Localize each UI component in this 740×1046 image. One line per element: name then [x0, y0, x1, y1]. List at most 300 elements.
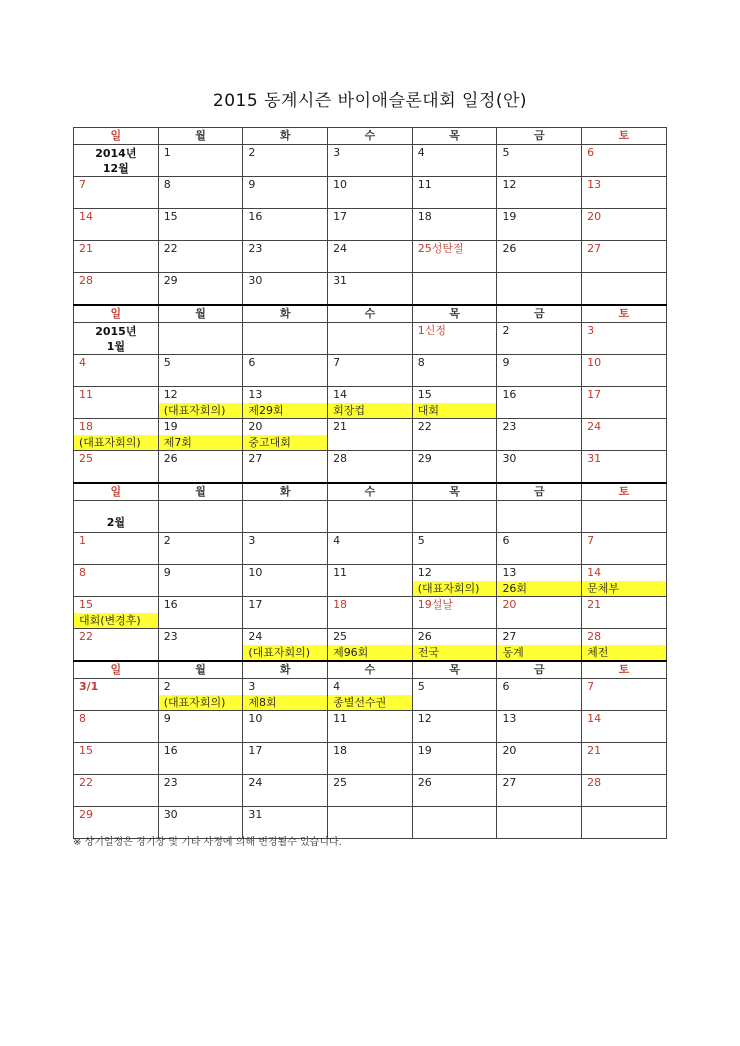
- day-cell: [74, 387, 159, 419]
- day-number: 27: [587, 242, 602, 255]
- weekday-header: 금: [497, 661, 582, 679]
- day-number: 29: [79, 808, 93, 821]
- day-cell: [582, 177, 667, 209]
- day-number: 4: [417, 146, 425, 159]
- day-number: 5: [502, 146, 510, 159]
- day-number: 6: [587, 146, 595, 159]
- day-cell: [497, 807, 582, 839]
- day-number: 15: [417, 388, 432, 401]
- month-label: 1월: [106, 340, 125, 353]
- day-number: 18: [333, 744, 348, 757]
- weekday-header: 월: [158, 661, 243, 679]
- day-number: 7: [333, 356, 341, 369]
- day-number: 10: [333, 178, 348, 191]
- day-cell: [328, 419, 413, 451]
- weekday-header: 토: [582, 305, 667, 323]
- event-label: 문체부: [582, 581, 666, 596]
- day-cell: [497, 597, 582, 629]
- day-cell: [497, 323, 582, 355]
- day-cell: [412, 743, 497, 775]
- day-cell: [412, 273, 497, 306]
- day-number: 11: [333, 712, 348, 725]
- day-number: 12: [417, 566, 432, 579]
- week-row: [74, 679, 667, 711]
- day-number: 15: [79, 598, 93, 611]
- day-number: 2: [163, 534, 171, 547]
- day-number: 8: [79, 712, 86, 725]
- day-number: 28: [79, 274, 93, 287]
- day-number: 11: [79, 388, 93, 401]
- day-cell: [412, 533, 497, 565]
- day-number: 14: [587, 566, 602, 579]
- event-label: 제8회: [243, 695, 327, 710]
- day-number: 24: [587, 420, 602, 433]
- day-cell: [158, 629, 243, 662]
- day-cell: [74, 597, 159, 629]
- day-cell: [412, 177, 497, 209]
- week-row: [74, 711, 667, 743]
- event-label: (대표자회의): [159, 695, 243, 710]
- weekday-header: 목: [412, 661, 497, 679]
- day-number: 31: [333, 274, 348, 287]
- day-number: 6: [248, 356, 256, 369]
- day-cell: [328, 565, 413, 597]
- day-number: 27: [502, 630, 517, 643]
- day-number: 19: [502, 210, 517, 223]
- day-cell: [243, 565, 328, 597]
- day-cell: [328, 711, 413, 743]
- day-cell: [158, 679, 243, 711]
- day-cell: [582, 629, 667, 662]
- day-cell: [582, 501, 667, 533]
- weekday-header: 수: [328, 483, 413, 501]
- day-number: 3: [587, 324, 595, 337]
- day-number: 24: [248, 776, 263, 789]
- day-number: 23: [163, 776, 178, 789]
- day-number: 31: [248, 808, 263, 821]
- month-label: 2014년: [95, 147, 137, 160]
- day-number: 24: [333, 242, 348, 255]
- day-number: 6: [502, 680, 510, 693]
- day-cell: [412, 775, 497, 807]
- day-cell: [497, 355, 582, 387]
- day-number: 25: [333, 630, 348, 643]
- day-cell: [497, 419, 582, 451]
- day-number: 8: [163, 178, 171, 191]
- day-cell: [158, 323, 243, 355]
- weekday-header: 수: [328, 305, 413, 323]
- week-row: [74, 177, 667, 209]
- day-number: 13: [248, 388, 263, 401]
- day-cell: [74, 145, 159, 177]
- day-number: 13: [502, 566, 517, 579]
- weekday-header: 토: [582, 661, 667, 679]
- day-number: 13: [502, 712, 517, 725]
- weekday-header-row: [74, 305, 667, 323]
- day-cell: [328, 501, 413, 533]
- day-number: 14: [587, 712, 602, 725]
- day-cell: [74, 711, 159, 743]
- day-number: 2: [248, 146, 256, 159]
- day-cell: [582, 807, 667, 839]
- day-cell: [412, 209, 497, 241]
- weekday-header: 일: [74, 661, 159, 679]
- day-cell: [412, 387, 497, 419]
- day-number: 9: [163, 566, 171, 579]
- day-cell: [328, 533, 413, 565]
- day-cell: [497, 177, 582, 209]
- day-number: 13: [587, 178, 602, 191]
- weekday-header-row: [74, 128, 667, 145]
- day-cell: [158, 241, 243, 273]
- day-number: 26: [163, 452, 178, 465]
- day-number: 26: [417, 630, 432, 643]
- day-number: 17: [333, 210, 348, 223]
- day-cell: [412, 355, 497, 387]
- month-label: 2015년: [95, 325, 137, 338]
- day-cell: [582, 323, 667, 355]
- footnote: ※ 상기일정은 경기장 및 기타 사정에 의해 변경될수 있습니다.: [73, 837, 342, 848]
- day-cell: [497, 629, 582, 662]
- day-number: 12: [417, 712, 432, 725]
- day-cell: [158, 565, 243, 597]
- day-cell: [243, 711, 328, 743]
- day-number: 10: [587, 356, 602, 369]
- day-number: 16: [248, 210, 263, 223]
- day-cell: [412, 629, 497, 662]
- weekday-header: 금: [497, 483, 582, 501]
- weekday-header: 토: [582, 128, 667, 145]
- day-cell: [328, 629, 413, 662]
- day-cell: [243, 323, 328, 355]
- day-cell: [412, 501, 497, 533]
- day-cell: [243, 273, 328, 306]
- day-number: 20: [248, 420, 263, 433]
- weekday-header-row: [74, 661, 667, 679]
- week-row: [74, 629, 667, 662]
- day-number: 3: [333, 146, 341, 159]
- day-cell: [582, 355, 667, 387]
- weekday-header: 수: [328, 661, 413, 679]
- day-number: 28: [587, 776, 602, 789]
- day-number: 14: [79, 210, 93, 223]
- event-label: 전국: [413, 645, 497, 660]
- day-cell: [158, 501, 243, 533]
- day-cell: [74, 419, 159, 451]
- day-cell: [582, 775, 667, 807]
- day-cell: [328, 451, 413, 484]
- day-cell: [74, 743, 159, 775]
- weekday-header: 화: [243, 305, 328, 323]
- month-label: 12월: [102, 162, 129, 175]
- day-cell: [158, 775, 243, 807]
- weekday-header: 화: [243, 661, 328, 679]
- day-cell: [158, 273, 243, 306]
- day-number: 9: [163, 712, 171, 725]
- week-row: [74, 743, 667, 775]
- day-number: 30: [163, 808, 178, 821]
- day-cell: [582, 387, 667, 419]
- day-number: 16: [163, 598, 178, 611]
- day-number: 19: [417, 744, 432, 757]
- day-cell: [243, 145, 328, 177]
- day-number: 3: [248, 534, 256, 547]
- week-row: [74, 323, 667, 355]
- day-number: 8: [79, 566, 86, 579]
- day-number: 19설날: [417, 598, 453, 611]
- day-cell: [412, 419, 497, 451]
- day-cell: [74, 241, 159, 273]
- day-number: 5: [417, 534, 425, 547]
- day-number: 18: [417, 210, 432, 223]
- day-cell: [412, 565, 497, 597]
- day-number: 9: [502, 356, 510, 369]
- week-row: [74, 775, 667, 807]
- week-row: [74, 209, 667, 241]
- day-number: 16: [502, 388, 517, 401]
- day-cell: [158, 209, 243, 241]
- event-label: (대표자회의): [243, 645, 327, 660]
- day-cell: [158, 711, 243, 743]
- day-number: 17: [587, 388, 602, 401]
- day-cell: [497, 209, 582, 241]
- day-cell: [497, 679, 582, 711]
- day-cell: [243, 629, 328, 662]
- week-row: [74, 565, 667, 597]
- day-cell: [328, 145, 413, 177]
- weekday-header: 목: [412, 128, 497, 145]
- event-label: (대표자회의): [413, 581, 497, 596]
- weekday-header: 월: [158, 305, 243, 323]
- day-cell: [243, 355, 328, 387]
- day-cell: [582, 711, 667, 743]
- week-row: [74, 355, 667, 387]
- event-label: 체전: [582, 645, 666, 660]
- day-cell: [243, 419, 328, 451]
- day-cell: [328, 355, 413, 387]
- day-number: 24: [248, 630, 263, 643]
- day-cell: [74, 209, 159, 241]
- page-title: 2015 동계시즌 바이애슬론대회 일정(안): [212, 91, 528, 111]
- day-cell: [74, 273, 159, 306]
- day-cell: [582, 565, 667, 597]
- event-label: 중고대회: [243, 435, 327, 450]
- day-cell: [158, 145, 243, 177]
- day-cell: [328, 241, 413, 273]
- day-cell: [497, 241, 582, 273]
- day-number: 7: [587, 534, 595, 547]
- day-number: 30: [502, 452, 517, 465]
- day-cell: [243, 775, 328, 807]
- day-cell: [412, 807, 497, 839]
- event-label: (대표자회의): [74, 435, 158, 450]
- day-number: 8: [417, 356, 425, 369]
- day-number: 4: [79, 356, 86, 369]
- weekday-header: 금: [497, 128, 582, 145]
- schedule-calendar: [73, 127, 667, 839]
- day-cell: [412, 597, 497, 629]
- day-cell: [582, 743, 667, 775]
- weekday-header: 화: [243, 483, 328, 501]
- day-cell: [74, 565, 159, 597]
- day-cell: [243, 241, 328, 273]
- day-number: 20: [502, 744, 517, 757]
- day-number: 25: [79, 452, 93, 465]
- day-cell: [412, 451, 497, 484]
- day-number: 22: [79, 776, 93, 789]
- day-cell: [412, 711, 497, 743]
- day-number: 26: [417, 776, 432, 789]
- day-cell: [582, 419, 667, 451]
- event-label: 동계: [497, 645, 581, 660]
- day-number: 16: [163, 744, 178, 757]
- day-number: 15: [79, 744, 93, 757]
- week-row: [74, 597, 667, 629]
- day-cell: [243, 209, 328, 241]
- day-number: 20: [587, 210, 602, 223]
- day-number: 3: [248, 680, 256, 693]
- event-label: (대표자회의): [159, 403, 243, 418]
- day-number: 30: [248, 274, 263, 287]
- day-number: 14: [333, 388, 348, 401]
- day-cell: [582, 597, 667, 629]
- week-row: [74, 501, 667, 533]
- day-number: 23: [163, 630, 178, 643]
- day-number: 18: [79, 420, 93, 433]
- day-number: 5: [163, 356, 171, 369]
- day-number: 25성탄절: [417, 242, 464, 255]
- day-cell: [243, 743, 328, 775]
- week-row: [74, 241, 667, 273]
- day-number: 25: [333, 776, 348, 789]
- day-cell: [74, 323, 159, 355]
- day-cell: [158, 419, 243, 451]
- event-label: 제29회: [243, 403, 327, 418]
- event-label: 종별선수권: [328, 695, 412, 710]
- day-cell: [158, 743, 243, 775]
- day-number: 9: [248, 178, 256, 191]
- day-cell: [497, 273, 582, 306]
- weekday-header: 일: [74, 128, 159, 145]
- day-number: 10: [248, 712, 263, 725]
- calendar-body: [74, 128, 667, 839]
- day-cell: [158, 387, 243, 419]
- day-number: 7: [587, 680, 595, 693]
- month-label: 2월: [106, 516, 125, 529]
- day-cell: [243, 679, 328, 711]
- day-number: 29: [163, 274, 178, 287]
- day-cell: [582, 679, 667, 711]
- day-cell: [74, 355, 159, 387]
- day-number: 27: [248, 452, 263, 465]
- day-number: 11: [417, 178, 432, 191]
- day-cell: [243, 533, 328, 565]
- day-cell: [243, 501, 328, 533]
- day-number: 26: [502, 242, 517, 255]
- day-number: 17: [248, 744, 263, 757]
- day-number: 4: [333, 534, 341, 547]
- event-label: 회장컵: [328, 403, 412, 418]
- weekday-header-row: [74, 483, 667, 501]
- day-number: 12: [502, 178, 517, 191]
- day-number: 3/1: [79, 680, 99, 693]
- day-number: 21: [587, 744, 602, 757]
- day-number: 19: [163, 420, 178, 433]
- day-number: 23: [502, 420, 517, 433]
- day-cell: [497, 451, 582, 484]
- event-label: 대회(변경후): [74, 613, 158, 628]
- day-cell: [74, 679, 159, 711]
- day-cell: [582, 241, 667, 273]
- day-cell: [158, 597, 243, 629]
- day-cell: [497, 145, 582, 177]
- day-cell: [497, 533, 582, 565]
- day-cell: [582, 145, 667, 177]
- event-label: 제96회: [328, 645, 412, 660]
- day-cell: [74, 533, 159, 565]
- day-cell: [243, 387, 328, 419]
- day-cell: [582, 209, 667, 241]
- weekday-header: 일: [74, 305, 159, 323]
- weekday-header: 화: [243, 128, 328, 145]
- day-number: 12: [163, 388, 178, 401]
- day-number: 15: [163, 210, 178, 223]
- day-cell: [74, 629, 159, 662]
- day-cell: [497, 501, 582, 533]
- day-cell: [497, 387, 582, 419]
- day-number: 10: [248, 566, 263, 579]
- day-cell: [328, 177, 413, 209]
- day-cell: [74, 775, 159, 807]
- day-cell: [582, 451, 667, 484]
- day-cell: [158, 533, 243, 565]
- event-label: 제7회: [159, 435, 243, 450]
- day-number: 21: [333, 420, 348, 433]
- day-number: 5: [417, 680, 425, 693]
- day-cell: [243, 177, 328, 209]
- day-number: 20: [502, 598, 517, 611]
- day-number: 1신정: [417, 324, 447, 337]
- day-cell: [328, 597, 413, 629]
- day-number: 31: [587, 452, 602, 465]
- day-number: 28: [333, 452, 348, 465]
- weekday-header: 금: [497, 305, 582, 323]
- week-row: [74, 273, 667, 306]
- weekday-header: 일: [74, 483, 159, 501]
- weekday-header: 월: [158, 483, 243, 501]
- day-number: 4: [333, 680, 341, 693]
- day-cell: [74, 451, 159, 484]
- day-number: 22: [79, 630, 93, 643]
- week-row: [74, 387, 667, 419]
- day-number: 23: [248, 242, 263, 255]
- day-number: 21: [79, 242, 93, 255]
- day-number: 17: [248, 598, 263, 611]
- day-number: 27: [502, 776, 517, 789]
- day-number: 2: [163, 680, 171, 693]
- weekday-header: 목: [412, 305, 497, 323]
- day-number: 6: [502, 534, 510, 547]
- event-label: 대회: [413, 403, 497, 418]
- day-number: 21: [587, 598, 602, 611]
- day-cell: [328, 387, 413, 419]
- day-cell: [582, 273, 667, 306]
- day-cell: [158, 451, 243, 484]
- day-number: 11: [333, 566, 348, 579]
- day-number: 22: [417, 420, 432, 433]
- day-number: 7: [79, 178, 86, 191]
- day-cell: [412, 323, 497, 355]
